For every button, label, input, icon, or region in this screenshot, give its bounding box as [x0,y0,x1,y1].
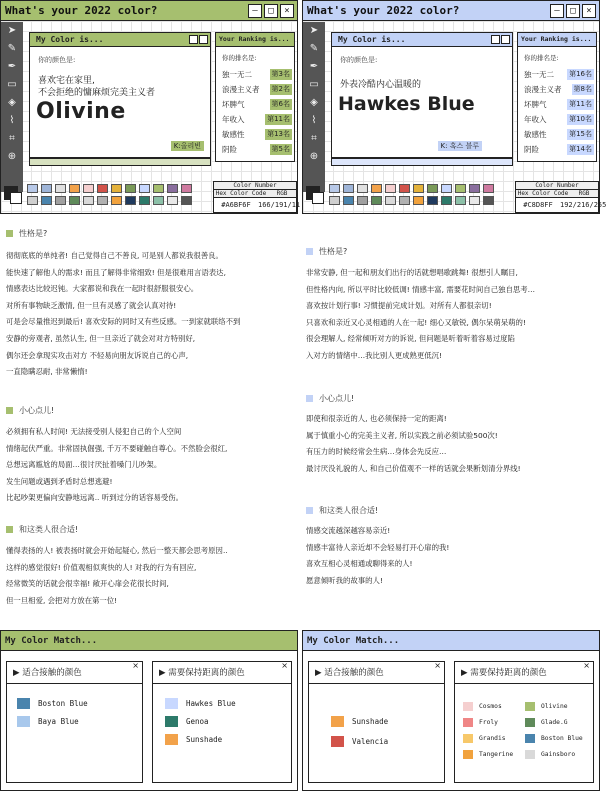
paragraph-line: 只喜欢和亲近又心灵相通的人在一起! 细心又敏锐, 偶尔呆萌呆萌的! [306,317,526,327]
right-ranking-panel [517,32,597,162]
right-color-number-panel [515,181,606,213]
palette-swatch[interactable] [371,196,382,205]
color-match-item [525,702,568,711]
eraser-tool-icon[interactable]: ▭ [309,79,319,90]
pointer-tool-icon[interactable]: ➤ [7,25,17,36]
palette-swatch[interactable] [441,196,452,205]
color-name: Cosmos [479,703,502,710]
bg-color-chip[interactable] [312,192,324,204]
right-color-name: Hawkes Blue [338,93,475,115]
palette-swatch[interactable] [455,184,466,193]
right-palette-area [303,181,606,215]
ranking-row [524,144,594,155]
left-personality-heading: 性格是? [6,228,47,239]
palette-swatch[interactable] [27,196,38,205]
pointer-tool-icon[interactable]: ➤ [309,25,319,36]
palette-swatch[interactable] [357,184,368,193]
ranking-row [524,129,594,140]
color-match-item [165,716,209,727]
color-swatch [165,716,178,727]
right-ranking-sub: 你的排名是: [524,54,559,62]
ranking-row [524,84,594,95]
paragraph-line: 愿意倾听我的故事的人! [306,575,383,585]
left-caution-heading: 小心点儿! [6,405,54,416]
maximize-button[interactable]: □ [566,4,580,18]
card-min-button[interactable] [189,35,198,44]
color-name: Glade.G [541,719,568,726]
left-good-box [6,661,143,783]
right-korean-tag: K: 혹스 블루 [438,141,482,151]
palette-swatch[interactable] [413,196,424,205]
color-swatch [17,698,30,709]
ranking-value: 第13名 [267,130,290,138]
ranking-value: 第3名 [271,70,290,78]
color-swatch [463,718,473,727]
color-name: Sunshade [186,735,223,744]
close-icon[interactable]: × [132,661,139,670]
palette-swatch[interactable] [441,184,452,193]
color-name: Valencia [352,737,389,746]
color-swatch [331,736,344,747]
paragraph-line: 必须拥有私人时间! 无法接受别人侵犯自己的个人空间 [6,427,182,436]
ranking-value: 第11名 [267,115,290,123]
left-prefix-label: 你的颜色是: [38,56,76,64]
left-color-name: Olivine [36,99,126,124]
paragraph-line: 有压力的时候经常会生病…身体会先反应… [306,447,447,457]
left-desc-line1: 喜欢宅在家里, [38,76,95,86]
right-good-box [308,661,445,783]
ranking-label: 独一无二 [222,70,252,79]
palette-swatch[interactable] [329,184,340,193]
paragraph-line: 安静的旁观者, 虽然认生, 但一旦亲近了就会对对方特别好, [6,334,196,343]
ranking-value: 第10名 [569,115,592,123]
color-name: Hawkes Blue [186,699,236,708]
ranking-value: 第16名 [569,70,592,78]
left-rgb-label: RGB [276,190,288,197]
eraser-tool-icon[interactable]: ▭ [7,79,17,90]
palette-swatch[interactable] [55,184,66,193]
color-match-item [17,698,88,709]
left-good-title: 适合接触的颜色 [22,668,82,678]
brush-tool-icon[interactable]: ✎ [309,43,319,54]
palette-swatch[interactable] [371,184,382,193]
ranking-row [222,144,292,155]
paragraph-line: 喜欢按计划行事! 习惯提前完成计划。对所有人都很亲切! [306,301,492,311]
right-code-header: Color Number [516,182,598,190]
color-name: Baya Blue [38,717,79,726]
left-tool-palette [1,22,23,192]
ranking-label: 年收入 [524,115,547,124]
color-match-item [331,736,388,747]
right-match-titlebar: My Color Match... [303,631,599,651]
ranking-label: 阴险 [524,145,539,154]
color-match-item [525,750,575,759]
right-card-title: My Color is... [338,35,406,44]
palette-swatch[interactable] [483,184,494,193]
fill-tool-icon[interactable]: ◈ [8,97,16,108]
bullet-square-icon [306,395,313,402]
right-bad-box [454,661,594,783]
ranking-label: 阴险 [222,145,237,154]
right-window-title: What's your 2022 color? [307,4,460,17]
ranking-value: 第8名 [573,85,592,93]
paragraph-line: 属于慎重小心的完美主义者, 所以实践之前必须试验500次! [306,430,498,440]
close-icon[interactable]: × [434,661,441,670]
pen-tool-icon[interactable]: ✒ [309,61,319,72]
ranking-row [222,99,292,110]
color-swatch [463,750,473,759]
color-match-item [165,698,236,709]
left-ranking-sub: 你的排名是: [222,54,257,62]
minimize-button[interactable]: – [550,4,564,18]
eyedropper-tool-icon[interactable]: ⌇ [9,115,15,126]
color-name: Froly [479,719,498,726]
paragraph-line: 情感交流越深越容易亲近! [306,526,391,535]
palette-swatch[interactable] [139,184,150,193]
close-icon[interactable]: × [583,661,590,670]
paragraph-line: 发生问题或遇到矛盾时总想逃避! [6,476,113,486]
color-swatch [463,702,473,711]
left-ranking-panel [215,32,295,162]
right-bad-title: 需要保持距离的颜色 [470,668,547,678]
right-hex-label: Hex Color Code [517,190,569,197]
left-color-number-panel [213,181,301,213]
color-match-item [525,734,583,743]
paragraph-line: 非常安静, 但一起和朋友们出行的话就想唱歌跳舞! 很想引人瞩目, [306,268,518,277]
color-swatch [525,702,535,711]
palette-swatch[interactable] [69,196,80,205]
color-swatch [331,716,344,727]
paragraph-line: 懂得表扬的人! 被表扬时就会开始起疑心, 然后一整天都会思考原因.. [6,546,228,555]
palette-swatch[interactable] [83,196,94,205]
ranking-label: 敏感性 [222,130,245,139]
color-swatch [165,734,178,745]
color-swatch [17,716,30,727]
right-rgb-label: RGB [578,190,590,197]
paragraph-line: 情感丰富待人亲近却不会轻易打开心扉的我! [306,542,450,552]
palette-swatch[interactable] [427,196,438,205]
paragraph-line: 很会理解人, 经常倾听对方的诉说, 但问题是听着听着容易过度陷 [306,334,515,344]
ranking-row [222,84,292,95]
paragraph-line: 入对方的情绪中…我比别人更成熟更低沉! [306,351,442,360]
palette-swatch[interactable] [83,184,94,193]
right-personality-heading: 性格是? [306,246,347,257]
right-app-window [302,0,606,214]
bullet-square-icon [306,248,313,255]
palette-swatch[interactable] [55,196,66,205]
pen-tool-icon[interactable]: ✒ [7,61,17,72]
paragraph-line: 能快速了解他人的需求! 而且了解得非常细致! 但是很难用言语表达, [6,267,226,277]
play-icon: ▶ [159,668,166,678]
color-name: Grandis [479,735,506,742]
palette-swatch[interactable] [399,184,410,193]
bullet-square-icon [306,507,313,514]
right-prefix-label: 你的颜色是: [340,56,378,64]
paragraph-line: 喜欢互相心灵相通或聊得来的人! [306,559,413,569]
palette-swatch[interactable] [167,184,178,193]
paragraph-line: 即使和很亲近的人, 也必须保持一定的距离! [306,414,447,423]
ranking-label: 独一无二 [524,70,554,79]
paragraph-line: 对所有事物缺乏激情, 但一旦有灵感了就会认真对待! [6,300,177,310]
ranking-row [222,69,292,80]
bg-color-chip[interactable] [10,192,22,204]
paragraph-line: 经常微笑的话就会很幸福! 敞开心扉会花很长时间, [6,579,169,589]
palette-swatch[interactable] [483,196,494,205]
brush-tool-icon[interactable]: ✎ [7,43,17,54]
color-match-item [17,716,79,727]
left-desc-line2: 不会拒绝的慵麻烦完美主义者 [38,88,156,98]
paragraph-line: 总想远离尴尬的局面…很讨厌扯着嗓门儿吵架。 [6,460,162,470]
right-window-controls [550,4,596,18]
right-ranking-titlebar: Your Ranking is... [518,33,596,47]
right-card-titlebar [332,33,512,47]
color-name: Sunshade [352,717,389,726]
color-match-item [165,734,222,745]
left-korean-tag: K:올리빈 [171,141,204,151]
right-caution-heading: 小心点儿! [306,393,354,404]
color-swatch [165,698,178,709]
palette-swatch[interactable] [97,184,108,193]
paragraph-line: 这样的感觉很好! 价值观相似爽快的人! 对我的行为有回应, [6,562,197,572]
close-button[interactable]: × [582,4,596,18]
play-icon: ▶ [13,668,20,678]
crop-tool-icon[interactable]: ⌗ [9,133,15,144]
ranking-label: 浪漫主义者 [524,85,562,94]
color-name: Tangerine [479,751,514,758]
ranking-row [524,69,594,80]
right-good-title: 适合接触的颜色 [324,668,384,678]
ranking-label: 浪漫主义者 [222,85,260,94]
minimize-button[interactable]: – [248,4,262,18]
palette-swatch[interactable] [153,184,164,193]
paragraph-line: 最讨厌没礼貌的人, 和自己价值观不一样的话就会果断划清分界线! [306,463,521,473]
left-card-title: My Color is... [36,35,104,44]
color-swatch [525,750,535,759]
palette-swatch[interactable] [343,184,354,193]
maximize-button[interactable]: □ [264,4,278,18]
left-palette-area [1,181,299,215]
bullet-square-icon [6,407,13,414]
color-swatch [525,718,535,727]
palette-swatch[interactable] [41,184,52,193]
color-swatch [463,734,473,743]
palette-swatch[interactable] [399,196,410,205]
right-compatible-heading: 和这类人很合适! [306,505,378,516]
left-color-card [29,32,211,158]
close-icon[interactable]: × [281,661,288,670]
ranking-value: 第6名 [271,100,290,108]
close-button[interactable]: × [280,4,294,18]
right-card-scrollbar[interactable] [331,158,513,166]
left-match-window [0,630,298,791]
palette-swatch[interactable] [111,196,122,205]
zoom-tool-icon[interactable]: ⊕ [309,151,319,162]
zoom-tool-icon[interactable]: ⊕ [7,151,17,162]
left-compatible-heading: 和这类人很合适! [6,524,78,535]
fill-tool-icon[interactable]: ◈ [310,97,318,108]
palette-swatch[interactable] [153,196,164,205]
paragraph-line: 但一旦相爱, 会把对方放在第一位! [6,595,118,605]
paragraph-line: 比起吵架更偏向安静地远离.. 听到过分的话容易受伤。 [6,493,184,503]
color-name: Genoa [186,717,209,726]
paragraph-line: 一直隐瞒忍耐, 非常懒惰! [6,367,88,377]
paragraph-line: 彻彻底底的单纯者! 自己觉得自己不善良, 可是别人都说我很善良。 [6,251,223,260]
ranking-row [524,99,594,110]
color-swatch [525,734,535,743]
color-name: Boston Blue [38,699,88,708]
paragraph-line: 情绪起伏严重。非常固执倔强, 千万不要碰触自尊心。不然脸会很红, [6,443,228,453]
color-name: Gainsboro [541,751,576,758]
ranking-label: 坏脾气 [524,100,547,109]
color-match-item [463,750,513,759]
palette-swatch[interactable] [385,184,396,193]
ranking-value: 第2名 [271,85,290,93]
right-tool-palette [303,22,325,192]
paragraph-line: 但性格内向, 所以平时比较低调! 情感丰富, 需要花时间自己独自思考… [306,284,536,294]
left-card-titlebar [30,33,210,47]
left-rgb-value: 166/191/11 [258,201,301,209]
color-match-item [463,734,506,743]
palette-swatch[interactable] [69,184,80,193]
palette-swatch[interactable] [181,184,192,193]
right-desc-line1: 外表冷酷内心温暖的 [340,80,422,90]
palette-swatch[interactable] [455,196,466,205]
palette-swatch[interactable] [167,196,178,205]
color-match-item [525,718,568,727]
ranking-row [524,114,594,125]
eyedropper-tool-icon[interactable]: ⌇ [311,115,317,126]
ranking-label: 年收入 [222,115,245,124]
ranking-value: 第15名 [569,130,592,138]
color-match-item [463,702,502,711]
right-hex-value: #C8D8FF [523,201,553,209]
crop-tool-icon[interactable]: ⌗ [311,133,317,144]
ranking-value: 第5名 [271,145,290,153]
left-hex-value: #A6BF6F [221,201,251,209]
color-match-item [331,716,388,727]
palette-swatch[interactable] [427,184,438,193]
right-match-window [302,630,600,791]
color-match-item [463,718,498,727]
palette-swatch[interactable] [343,196,354,205]
palette-swatch[interactable] [27,184,38,193]
right-color-card [331,32,513,158]
color-name: Olivine [541,703,568,710]
play-icon: ▶ [315,668,322,678]
palette-swatch[interactable] [329,196,340,205]
left-match-titlebar: My Color Match... [1,631,297,651]
paragraph-line: 情感表达比较迟钝。大家都说和我在一起时很舒服很安心。 [6,284,199,294]
left-bad-box [152,661,292,783]
left-window-title: What's your 2022 color? [5,4,158,17]
ranking-label: 坏脾气 [222,100,245,109]
bullet-square-icon [6,526,13,533]
left-ranking-titlebar: Your Ranking is... [216,33,294,47]
left-window-controls [248,4,294,18]
card-close-button[interactable] [501,35,510,44]
palette-swatch[interactable] [385,196,396,205]
play-icon: ▶ [461,668,468,678]
palette-swatch[interactable] [125,184,136,193]
palette-swatch[interactable] [111,184,122,193]
ranking-row [222,114,292,125]
color-name: Boston Blue [541,735,583,742]
card-min-button[interactable] [491,35,500,44]
palette-swatch[interactable] [41,196,52,205]
left-hex-label: Hex Color Code [215,190,267,197]
palette-swatch[interactable] [357,196,368,205]
paragraph-line: 偶尔还会拿现实攻击对方 不轻易向朋友诉说自己的心声, [6,350,189,360]
card-close-button[interactable] [199,35,208,44]
bullet-square-icon [6,230,13,237]
ranking-label: 敏感性 [524,130,547,139]
left-bad-title: 需要保持距离的颜色 [168,668,245,678]
palette-swatch[interactable] [97,196,108,205]
palette-swatch[interactable] [413,184,424,193]
palette-swatch[interactable] [181,196,192,205]
left-app-window [0,0,301,214]
right-rgb-value: 192/216/255 [560,201,606,209]
paragraph-line: 可是会尽量推迟到最后! 喜欢安际的同时又有些反感。一到家就联络不到 [6,317,241,327]
left-code-header: Color Number [214,182,296,190]
ranking-row [222,129,292,140]
ranking-value: 第11名 [569,100,592,108]
left-card-scrollbar[interactable] [29,158,211,166]
palette-swatch[interactable] [139,196,150,205]
palette-swatch[interactable] [469,184,480,193]
palette-swatch[interactable] [125,196,136,205]
ranking-value: 第14名 [569,145,592,153]
palette-swatch[interactable] [469,196,480,205]
